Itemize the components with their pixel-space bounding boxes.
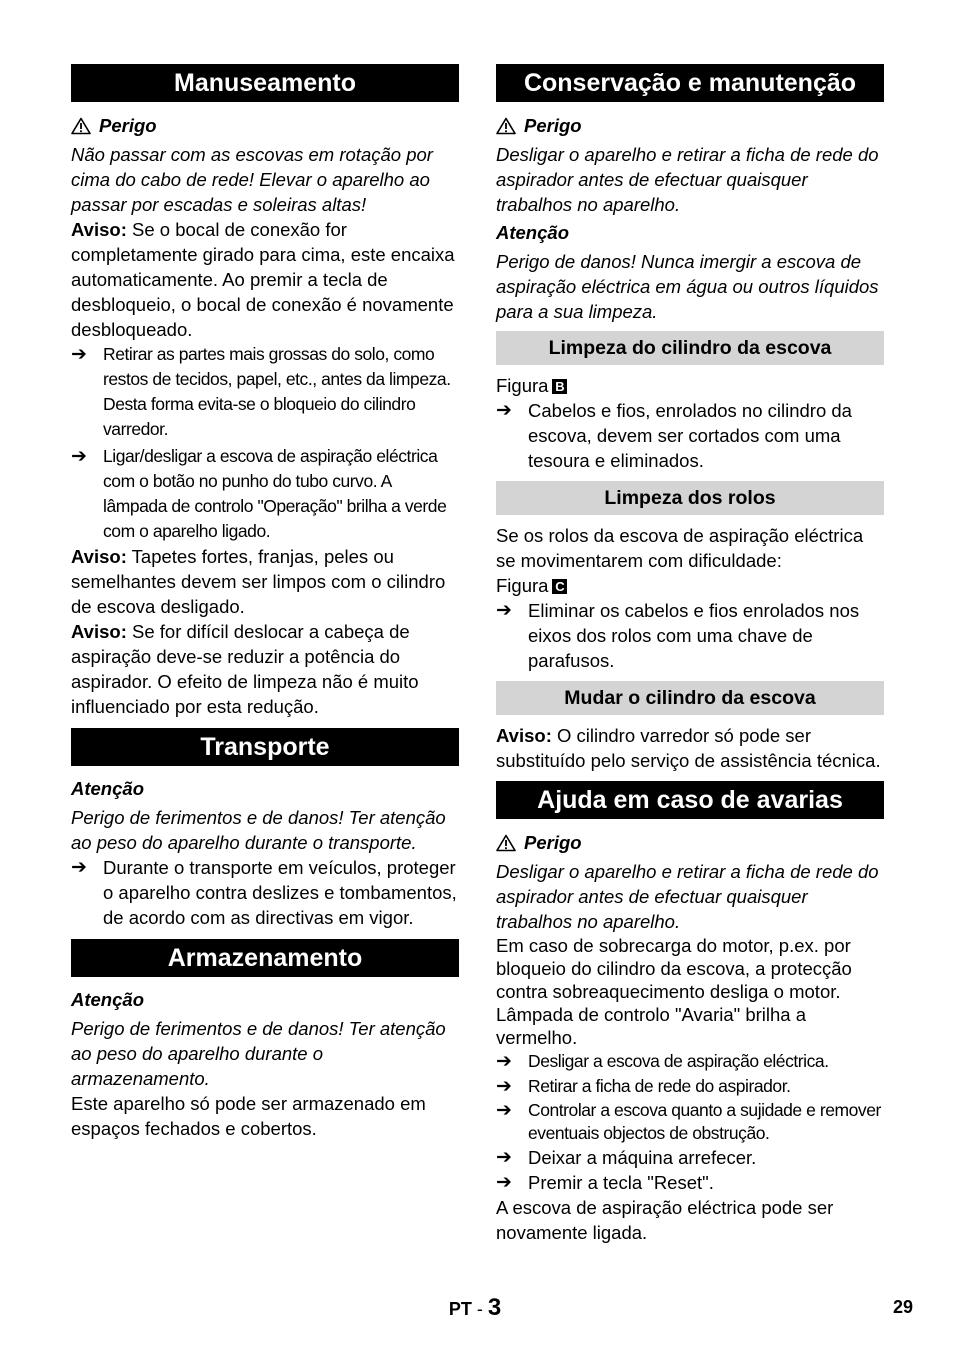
footer-section-page: 3 — [487, 1294, 502, 1321]
list-item-text: Deixar a máquina arrefecer. — [528, 1147, 757, 1168]
arrow-right-icon: ➔ — [496, 1172, 512, 1193]
footer-lang: PT — [448, 1299, 472, 1319]
list-item — [71, 444, 459, 544]
note-paragraph — [71, 217, 459, 342]
note-text: Se for difícil deslocar a cabeça de aspiração deve-se reduzir a potência do aspirador. O efeito de limpeza não é muito influenciado por esta redução. — [71, 621, 419, 717]
danger-heading — [71, 114, 459, 138]
danger-text: Desligar o aparelho e retirar a ficha de rede do aspirador antes de efectuar quaisquer trabalhos no aparelho. — [496, 144, 879, 215]
caution-text: Perigo de ferimentos e de danos! Ter atenção ao peso do aparelho durante o transporte. — [71, 807, 446, 853]
rolos-text: Se os rolos da escova de aspiração eléctrica se movimentarem com dificuldade: — [496, 525, 864, 571]
arrow-right-icon: ➔ — [71, 344, 87, 365]
warning-icon — [71, 117, 91, 135]
list-item-text: Premir a tecla "Reset". — [528, 1172, 714, 1193]
heading-armazenamento: Armazenamento — [71, 939, 459, 977]
list-item-text: Ligar/desligar a escova de aspiração eléctrica com o botão no punho do tubo curvo. A lâmpada de controlo "Operação" brilha a verde com o aparelho ligado. — [103, 446, 447, 541]
note-label: Aviso: — [71, 621, 127, 642]
figure-label: Figura — [496, 375, 549, 396]
note-text: Se o bocal de conexão for completamente girado para cima, este encaixa automaticamente. Ao premir a tecla de desbloqueio, o bocal de conexão é novamente desbloqueado. — [71, 219, 455, 340]
note-label: Aviso: — [496, 725, 552, 746]
heading-limpeza-cilindro: Limpeza do cilindro da escova — [496, 331, 884, 365]
arrow-right-icon: ➔ — [496, 400, 512, 421]
caution-label: Atenção — [496, 222, 569, 243]
caution-label: Atenção — [71, 778, 144, 799]
storage-text: Este aparelho só pode ser armazenado em espaços fechados e cobertos. — [71, 1093, 426, 1139]
figure-reference — [496, 373, 884, 398]
footer-section-label — [400, 1294, 550, 1322]
list-item — [496, 1145, 884, 1170]
list-item — [71, 342, 459, 442]
danger-label: Perigo — [524, 832, 582, 853]
caution-text: Perigo de ferimentos e de danos! Ter atenção ao peso do aparelho durante o armazenamento. — [71, 1018, 446, 1089]
note-paragraph — [71, 544, 459, 619]
figure-letter-badge: B — [552, 379, 567, 394]
list-item — [496, 1074, 884, 1099]
figure-label: Figura — [496, 575, 549, 596]
note-paragraph — [71, 619, 459, 719]
caution-label: Atenção — [71, 989, 144, 1010]
footer-separator: - — [471, 1299, 488, 1319]
note-text: O cilindro varredor só pode ser substituído pelo serviço de assistência técnica. — [496, 725, 881, 771]
figure-letter-badge: C — [552, 579, 567, 594]
heading-ajuda: Ajuda em caso de avarias — [496, 781, 884, 819]
arrow-right-icon: ➔ — [496, 1051, 512, 1072]
danger-heading — [496, 114, 884, 138]
page-number: 29 — [892, 1297, 913, 1317]
list-item — [496, 598, 884, 673]
warning-icon — [496, 117, 516, 135]
heading-transporte: Transporte — [71, 728, 459, 766]
heading-mudar-cilindro: Mudar o cilindro da escova — [496, 681, 884, 715]
list-item-text: Eliminar os cabelos e fios enrolados nos eixos dos rolos com uma chave de parafusos. — [528, 600, 860, 671]
note-label: Aviso: — [71, 219, 127, 240]
danger-text: Não passar com as escovas em rotação por cima do cabo de rede! Elevar o aparelho ao passar por escadas e soleiras altas! — [71, 144, 433, 215]
arrow-right-icon: ➔ — [71, 857, 87, 878]
note-paragraph — [496, 723, 884, 773]
right-column — [496, 64, 884, 1245]
heading-limpeza-rolos: Limpeza dos rolos — [496, 481, 884, 515]
note-text: Tapetes fortes, franjas, peles ou semelhantes devem ser limpos com o cilindro de escova desligado. — [71, 546, 446, 617]
heading-manuseamento: Manuseamento — [71, 64, 459, 102]
list-item-text: Retirar a ficha de rede do aspirador. — [528, 1076, 791, 1096]
final-text: A escova de aspiração eléctrica pode ser novamente ligada. — [496, 1197, 834, 1243]
danger-label: Perigo — [99, 115, 157, 136]
list-item — [71, 855, 459, 930]
arrow-right-icon: ➔ — [71, 446, 87, 467]
list-item-text: Controlar a escova quanto a sujidade e remover eventuais objectos de obstrução. — [528, 1100, 881, 1143]
overload-text: Em caso de sobrecarga do motor, p.ex. por bloqueio do cilindro da escova, a protecção contra sobreaquecimento desliga o motor. Lâmpada de controlo "Avaria" brilha a vermelho. — [496, 935, 852, 1048]
list-item-text: Cabelos e fios, enrolados no cilindro da escova, devem ser cortados com uma tesoura e eliminados. — [528, 400, 852, 471]
heading-conservacao: Conservação e manutenção — [496, 64, 884, 102]
list-item — [496, 398, 884, 473]
list-item — [496, 1099, 884, 1145]
arrow-right-icon: ➔ — [496, 1147, 512, 1168]
list-item-text: Desligar a escova de aspiração eléctrica. — [528, 1051, 829, 1071]
warning-icon — [496, 834, 516, 852]
list-item-text: Retirar as partes mais grossas do solo, como restos de tecidos, papel, etc., antes da limpeza. Desta forma evita-se o bloqueio do cilindro varredor. — [103, 344, 451, 439]
note-label: Aviso: — [71, 546, 127, 567]
list-item — [496, 1049, 884, 1074]
arrow-right-icon: ➔ — [496, 1076, 512, 1097]
caution-text: Perigo de danos! Nunca imergir a escova de aspiração eléctrica em água ou outros líquidos para a sua limpeza. — [496, 251, 879, 322]
danger-heading — [496, 831, 884, 855]
list-item — [496, 1170, 884, 1195]
arrow-right-icon: ➔ — [496, 600, 512, 621]
figure-reference — [496, 573, 884, 598]
left-column — [71, 64, 459, 1141]
danger-label: Perigo — [524, 115, 582, 136]
arrow-right-icon: ➔ — [496, 1100, 512, 1121]
list-item-text: Durante o transporte em veículos, proteger o aparelho contra deslizes e tombamentos, de acordo com as directivas em vigor. — [103, 857, 457, 928]
danger-text: Desligar o aparelho e retirar a ficha de rede do aspirador antes de efectuar quaisquer trabalhos no aparelho. — [496, 861, 879, 932]
